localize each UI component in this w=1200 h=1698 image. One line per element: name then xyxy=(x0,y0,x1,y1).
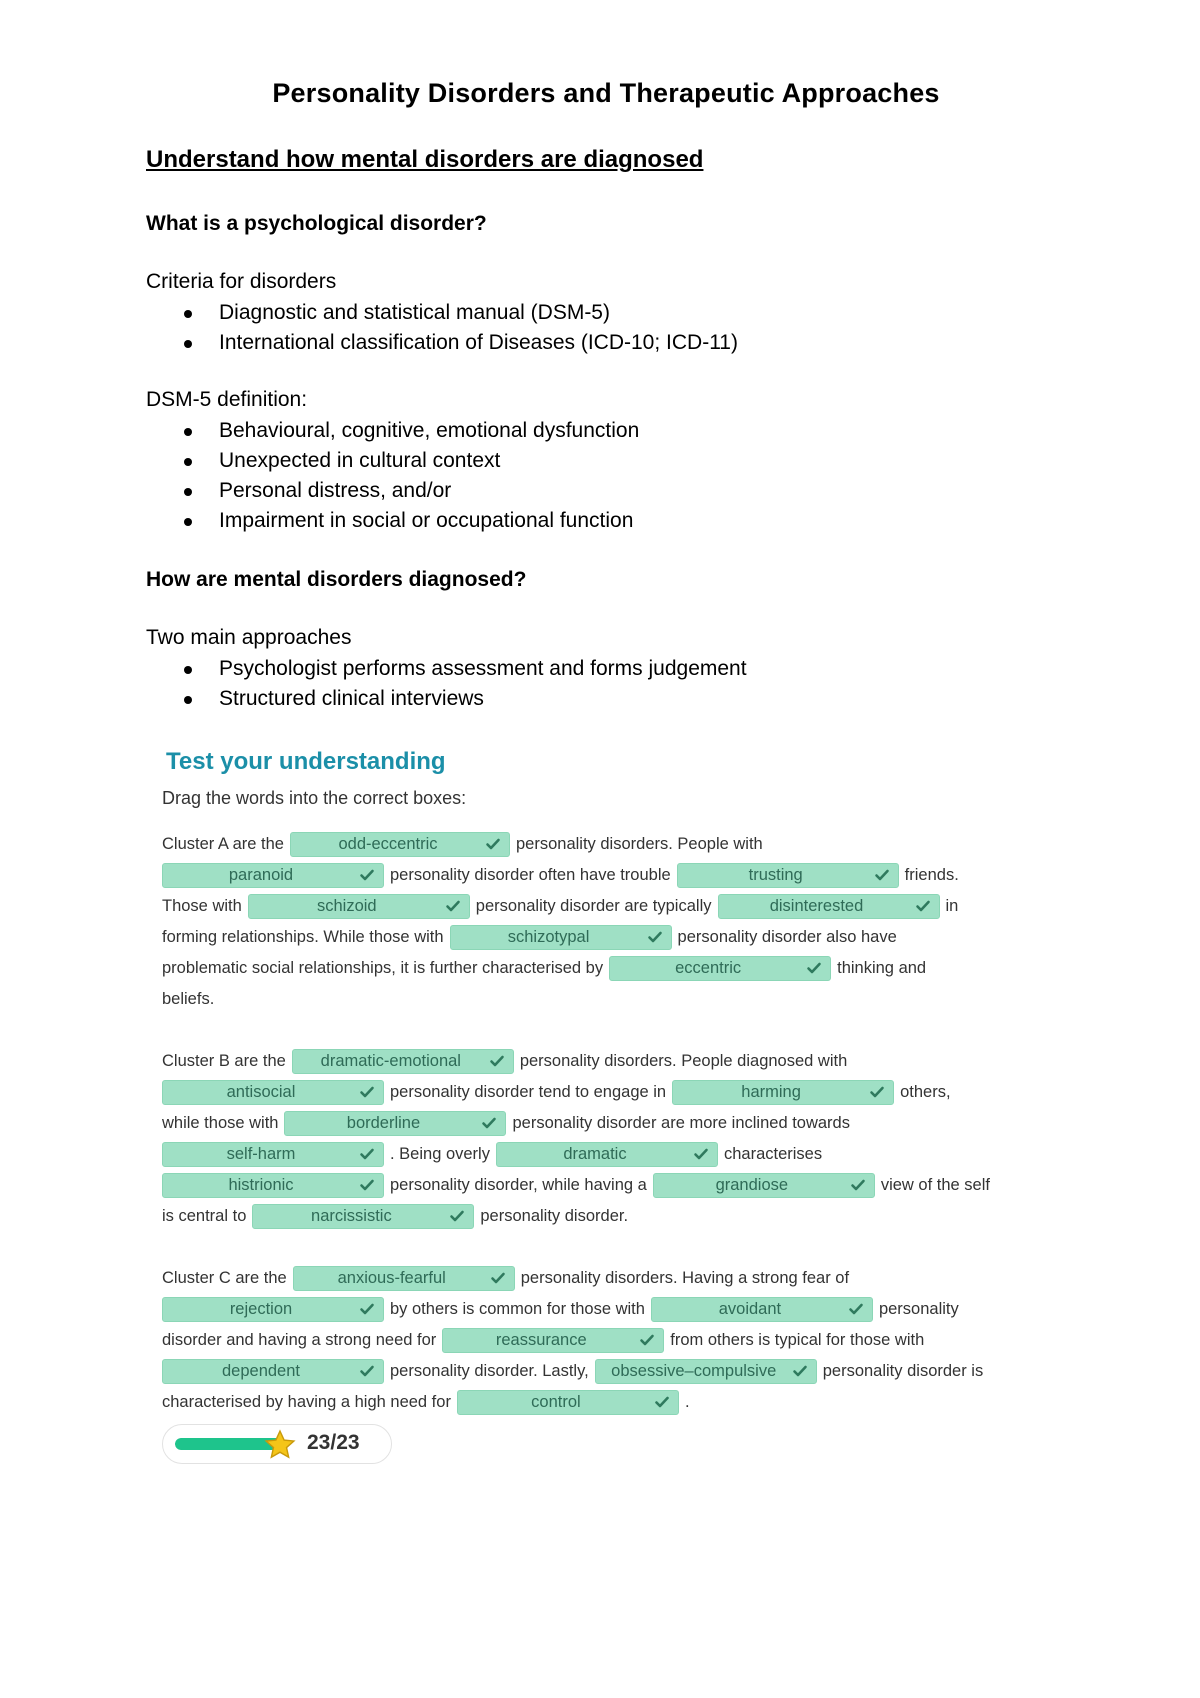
quiz-text: personality disorder tend to engage in xyxy=(390,1082,667,1101)
quiz-text: personality disorders. People diagnosed with xyxy=(519,1051,848,1070)
quiz-text: characterised by having a high need for xyxy=(162,1392,451,1411)
answer-chip-label: paranoid xyxy=(228,865,294,884)
checkmark-icon xyxy=(806,960,822,976)
answer-chip-label: harming xyxy=(741,1082,801,1101)
quiz-text: thinking and xyxy=(837,958,927,977)
list-item: Psychologist performs assessment and forms judgement xyxy=(146,654,747,684)
answer-chip-label: eccentric xyxy=(675,958,742,977)
quiz-text: characterises xyxy=(723,1144,823,1163)
answer-chip-label: odd-eccentric xyxy=(338,834,438,853)
quiz-line xyxy=(162,1326,930,1354)
checkmark-icon xyxy=(647,929,663,945)
checkmark-icon xyxy=(359,1146,375,1162)
checkmark-icon xyxy=(481,1115,497,1131)
quiz-line xyxy=(162,1047,853,1075)
answer-chip-label: obsessive–compulsive xyxy=(611,1361,777,1380)
quiz-text: Those with xyxy=(162,896,242,915)
quiz-line xyxy=(162,1202,634,1230)
quiz-text: others, xyxy=(900,1082,951,1101)
quiz-text: . xyxy=(684,1392,690,1411)
checkmark-icon xyxy=(848,1301,864,1317)
checkmark-icon xyxy=(792,1363,808,1379)
checkmark-icon xyxy=(359,1177,375,1193)
answer-chip-label: histrionic xyxy=(228,1175,294,1194)
answer-chip-label: grandiose xyxy=(715,1175,789,1194)
answer-chip-label: trusting xyxy=(748,865,803,884)
checkmark-icon xyxy=(850,1177,866,1193)
answer-chip[interactable] xyxy=(162,1359,384,1384)
list-item: Impairment in social or occupational function xyxy=(146,506,639,536)
quiz-text: disorder and having a strong need for xyxy=(162,1330,437,1349)
checkmark-icon xyxy=(639,1332,655,1348)
quiz-title: Test your understanding xyxy=(166,748,446,775)
quiz-line xyxy=(162,861,965,889)
quiz-text: by others is common for those with xyxy=(390,1299,645,1318)
answer-chip-label: antisocial xyxy=(226,1082,296,1101)
dsm-label: DSM-5 definition: xyxy=(146,388,308,411)
answer-chip-label: dramatic-emotional xyxy=(320,1051,461,1070)
quiz-line xyxy=(162,1264,855,1292)
approaches-label: Two main approaches xyxy=(146,626,352,649)
quiz-text: personality disorder also have xyxy=(677,927,897,946)
score-value: 23/23 xyxy=(307,1431,360,1454)
quiz-text: problematic social relationships, it is further characterised by xyxy=(162,958,604,977)
approaches-list xyxy=(146,654,747,714)
section-heading: Understand how mental disorders are diagnosed xyxy=(146,146,704,173)
list-item: Personal distress, and/or xyxy=(146,476,639,506)
quiz-text: personality disorder are more inclined towards xyxy=(512,1113,850,1132)
quiz-line xyxy=(162,1388,696,1416)
quiz-line xyxy=(162,1078,957,1106)
quiz-text: Cluster C are the xyxy=(162,1268,287,1287)
question-heading-2: How are mental disorders diagnosed? xyxy=(146,568,527,591)
checkmark-icon xyxy=(445,898,461,914)
quiz-line xyxy=(162,892,964,920)
quiz-line xyxy=(162,1295,965,1323)
answer-chip[interactable] xyxy=(677,863,899,888)
criteria-list xyxy=(146,298,738,358)
quiz-text: personality disorder, while having a xyxy=(390,1175,647,1194)
quiz-text: forming relationships. While those with xyxy=(162,927,444,946)
answer-chip-label: avoidant xyxy=(718,1299,782,1318)
answer-chip[interactable] xyxy=(651,1297,873,1322)
quiz-text: personality disorder often have trouble xyxy=(390,865,671,884)
answer-chip[interactable] xyxy=(718,894,940,919)
answer-chip-label: control xyxy=(531,1392,581,1411)
answer-chip[interactable] xyxy=(162,1080,384,1105)
list-item: International classification of Diseases (ICD-10; ICD-11) xyxy=(146,328,738,358)
criteria-label: Criteria for disorders xyxy=(146,270,337,293)
answer-chip[interactable] xyxy=(496,1142,718,1167)
quiz-instruction: Drag the words into the correct boxes: xyxy=(162,788,467,808)
answer-chip[interactable] xyxy=(450,925,672,950)
quiz-line xyxy=(162,954,932,982)
answer-chip[interactable] xyxy=(672,1080,894,1105)
answer-chip[interactable] xyxy=(595,1359,817,1384)
quiz-text: personality disorders. People with xyxy=(516,834,763,853)
checkmark-icon xyxy=(489,1053,505,1069)
answer-chip-label: reassurance xyxy=(495,1330,587,1349)
page-title: Personality Disorders and Therapeutic Approaches xyxy=(272,78,940,108)
answer-chip[interactable] xyxy=(293,1266,515,1291)
checkmark-icon xyxy=(490,1270,506,1286)
answer-chip-label: anxious-fearful xyxy=(337,1268,446,1287)
dsm-list xyxy=(146,416,639,536)
quiz-text: personality disorders. Having a strong fear of xyxy=(520,1268,850,1287)
answer-chip-label: dramatic xyxy=(563,1144,627,1163)
quiz-text: personality disorder. xyxy=(480,1206,629,1225)
quiz-line xyxy=(162,1171,996,1199)
quiz-text: from others is typical for those with xyxy=(670,1330,925,1349)
list-item: Diagnostic and statistical manual (DSM-5) xyxy=(146,298,738,328)
answer-chip[interactable] xyxy=(457,1390,679,1415)
answer-chip[interactable] xyxy=(653,1173,875,1198)
quiz-text: personality disorder are typically xyxy=(475,896,712,915)
checkmark-icon xyxy=(915,898,931,914)
checkmark-icon xyxy=(654,1394,670,1410)
answer-chip-label: dependent xyxy=(222,1361,300,1380)
list-item: Structured clinical interviews xyxy=(146,684,747,714)
star-icon xyxy=(263,1428,297,1462)
quiz-line xyxy=(162,1357,989,1385)
answer-chip-label: borderline xyxy=(346,1113,421,1132)
quiz-line xyxy=(162,1140,828,1168)
answer-chip[interactable] xyxy=(248,894,470,919)
checkmark-icon xyxy=(359,867,375,883)
list-item: Unexpected in cultural context xyxy=(146,446,639,476)
quiz-line xyxy=(162,1109,856,1137)
checkmark-icon xyxy=(359,1084,375,1100)
score-panel xyxy=(162,1424,392,1464)
quiz-text: in xyxy=(945,896,959,915)
answer-chip[interactable] xyxy=(284,1111,506,1136)
question-heading-1: What is a psychological disorder? xyxy=(146,212,487,235)
checkmark-icon xyxy=(869,1084,885,1100)
quiz-text: is central to xyxy=(162,1206,247,1225)
answer-chip[interactable] xyxy=(162,1173,384,1198)
quiz-line xyxy=(162,923,903,951)
answer-chip-label: schizotypal xyxy=(507,927,590,946)
answer-chip[interactable] xyxy=(609,956,831,981)
answer-chip-label: narcissistic xyxy=(311,1206,392,1225)
quiz-text: while those with xyxy=(162,1113,279,1132)
checkmark-icon xyxy=(359,1363,375,1379)
answer-chip[interactable] xyxy=(290,832,510,857)
checkmark-icon xyxy=(359,1301,375,1317)
quiz-text: Cluster B are the xyxy=(162,1051,286,1070)
answer-chip-label: schizoid xyxy=(316,896,377,915)
quiz-text: beliefs. xyxy=(162,989,215,1008)
quiz-text: view of the self xyxy=(880,1175,990,1194)
checkmark-icon xyxy=(485,836,501,852)
quiz-text: Cluster A are the xyxy=(162,834,284,853)
quiz-text: friends. xyxy=(904,865,959,884)
answer-chip[interactable] xyxy=(162,1142,384,1167)
quiz-text: personality xyxy=(878,1299,959,1318)
quiz-text: personality disorder. Lastly, xyxy=(390,1361,589,1380)
quiz-text: . Being overly xyxy=(390,1144,490,1163)
answer-chip[interactable] xyxy=(292,1049,514,1074)
answer-chip[interactable] xyxy=(162,1297,384,1322)
answer-chip[interactable] xyxy=(252,1204,474,1229)
answer-chip[interactable] xyxy=(442,1328,664,1353)
answer-chip-label: rejection xyxy=(229,1299,293,1318)
checkmark-icon xyxy=(449,1208,465,1224)
answer-chip-label: self-harm xyxy=(226,1144,296,1163)
quiz-text: personality disorder is xyxy=(822,1361,984,1380)
checkmark-icon xyxy=(693,1146,709,1162)
list-item: Behavioural, cognitive, emotional dysfunction xyxy=(146,416,639,446)
answer-chip-label: disinterested xyxy=(769,896,864,915)
answer-chip[interactable] xyxy=(162,863,384,888)
checkmark-icon xyxy=(874,867,890,883)
quiz-line xyxy=(162,985,220,1013)
quiz-line xyxy=(162,830,769,858)
